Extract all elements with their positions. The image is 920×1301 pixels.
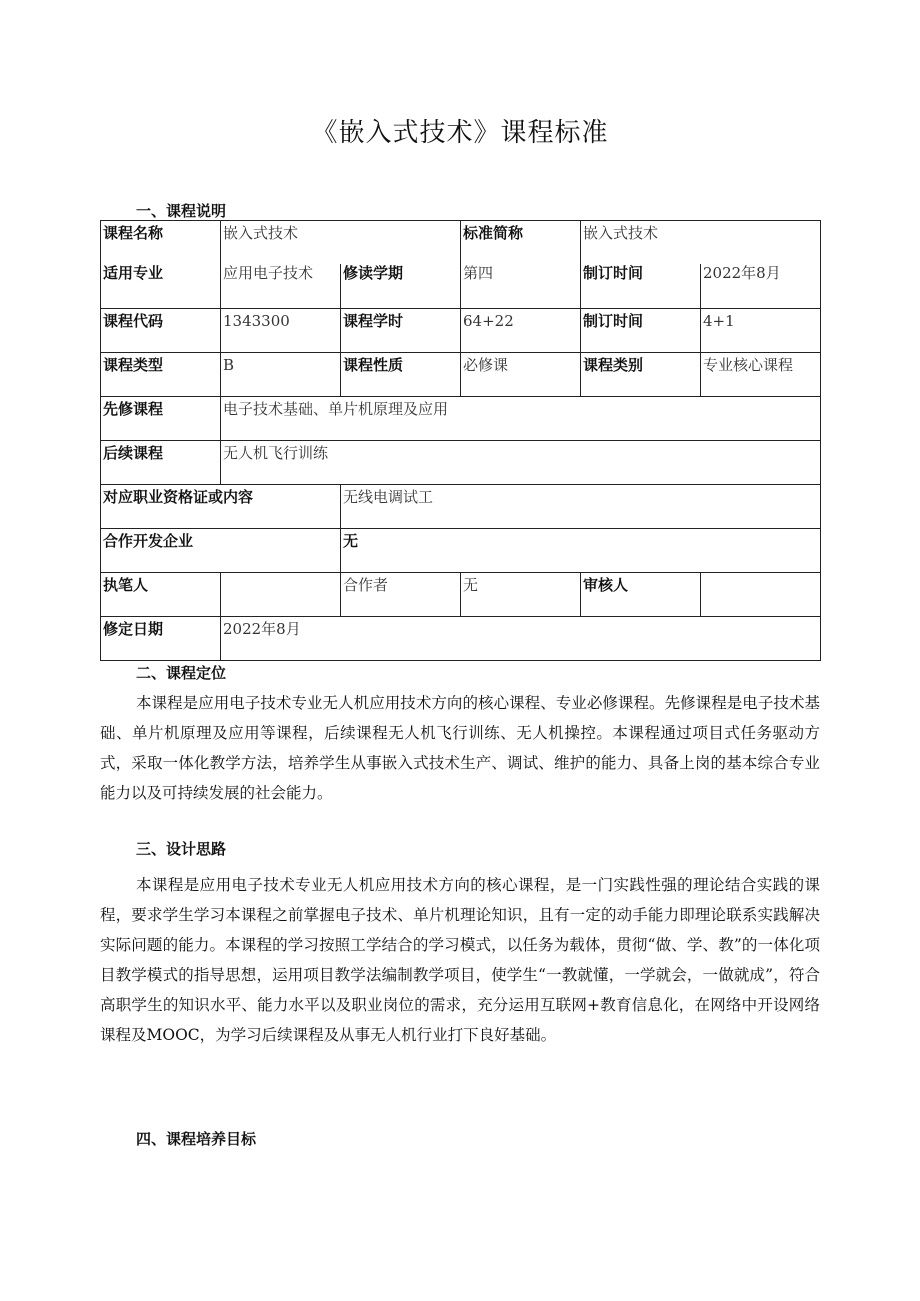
std-abbr-label: 标准简称 [461, 221, 581, 309]
made-time2-value: 4+1 [701, 309, 821, 353]
category-value: 专业核心课程 [701, 353, 821, 397]
section-heading-positioning: 二、课程定位 [136, 664, 227, 682]
table-row [101, 397, 821, 441]
followup-value: 无人机飞行训练 [221, 441, 821, 485]
code-label: 课程代码 [101, 309, 221, 353]
nature-label: 课程性质 [341, 353, 461, 397]
course-name-label: 课程名称 [101, 221, 221, 309]
prereq-label: 先修课程 [101, 397, 221, 441]
revise-label: 修定日期 [101, 617, 221, 661]
section-heading-design: 三、设计思路 [136, 840, 227, 858]
revise-value: 2022年8月 [221, 617, 821, 661]
positioning-paragraph: 本课程是应用电子技术专业无人机应用技术方向的核心课程、专业必修课程。先修课程是电子技术基础、单片机原理及应用等课程，后续课程无人机飞行训练、无人机操控。本课程通过项目式任务驱动方式，采取一体化教学方法，培养学生从事嵌入式技术生产、调试、维护的能力、具备上岗的基本综合专业能力以及可持续发展的社会能力。 [100, 694, 820, 802]
type-label: 课程类型 [101, 353, 221, 397]
category-label: 课程类别 [581, 353, 701, 397]
writer-label: 执笔人 [101, 573, 221, 617]
type-value: B [221, 353, 341, 397]
table-row [101, 573, 821, 617]
hours-value: 64+22 [461, 309, 581, 353]
table-row [101, 485, 821, 529]
section-heading-goals: 四、课程培养目标 [136, 1130, 257, 1148]
design-paragraph: 本课程是应用电子技术专业无人机应用技术方向的核心课程，是一门实践性强的理论结合实践的课程，要求学生学习本课程之前掌握电子技术、单片机理论知识，且有一定的动手能力即理论联系实践解决实际问题的能力。本课程的学习按照工学结合的学习模式，以任务为载体，贯彻“做、学、教”的一体化项目教学模式的指导思想，运用项目教学法编制教学项目，使学生“一教就懂，一学就会，一做就成”，符合高职学生的知识水平、能力水平以及职业岗位的需求，充分运用互联网+教育信息化，在网络中开设网络课程及MOOC，为学习后续课程及从事无人机行业打下良好基础。 [100, 876, 820, 1044]
reviewer-value [701, 573, 821, 617]
coop-label: 合作开发企业 [101, 529, 341, 573]
made-time-label: 制订时间 [583, 264, 644, 282]
hours-label: 课程学时 [341, 309, 461, 353]
made-time-value: 2022年8月 [703, 264, 781, 282]
course-name-value: 嵌入式技术 [221, 221, 461, 309]
reviewer-label: 审核人 [581, 573, 701, 617]
followup-label: 后续课程 [101, 441, 221, 485]
major-label: 适用专业 [103, 264, 164, 282]
section-heading-course-description: 一、课程说明 [136, 202, 227, 220]
document-title: 《嵌入式技术》课程标准 [311, 118, 609, 148]
writer-value [221, 573, 341, 617]
cert-label: 对应职业资格证或内容 [101, 485, 341, 529]
prereq-value: 电子技术基础、单片机原理及应用 [221, 397, 821, 441]
partner-label: 合作者 [341, 573, 461, 617]
made-time2-label: 制订时间 [581, 309, 701, 353]
term-value: 第四 [463, 264, 494, 282]
nature-value: 必修课 [461, 353, 581, 397]
table-row [101, 529, 821, 573]
major-value: 应用电子技术 [223, 264, 314, 282]
table-row [101, 353, 821, 397]
cert-value: 无线电调试工 [341, 485, 821, 529]
table-row [101, 617, 821, 661]
course-info-table-rest [100, 308, 821, 661]
term-label: 修读学期 [343, 264, 404, 282]
table-row [101, 309, 821, 353]
coop-value: 无 [341, 529, 821, 573]
partner-value: 无 [461, 573, 581, 617]
table-row [101, 441, 821, 485]
std-abbr-value: 嵌入式技术 [581, 221, 821, 309]
code-value: 1343300 [221, 309, 341, 353]
